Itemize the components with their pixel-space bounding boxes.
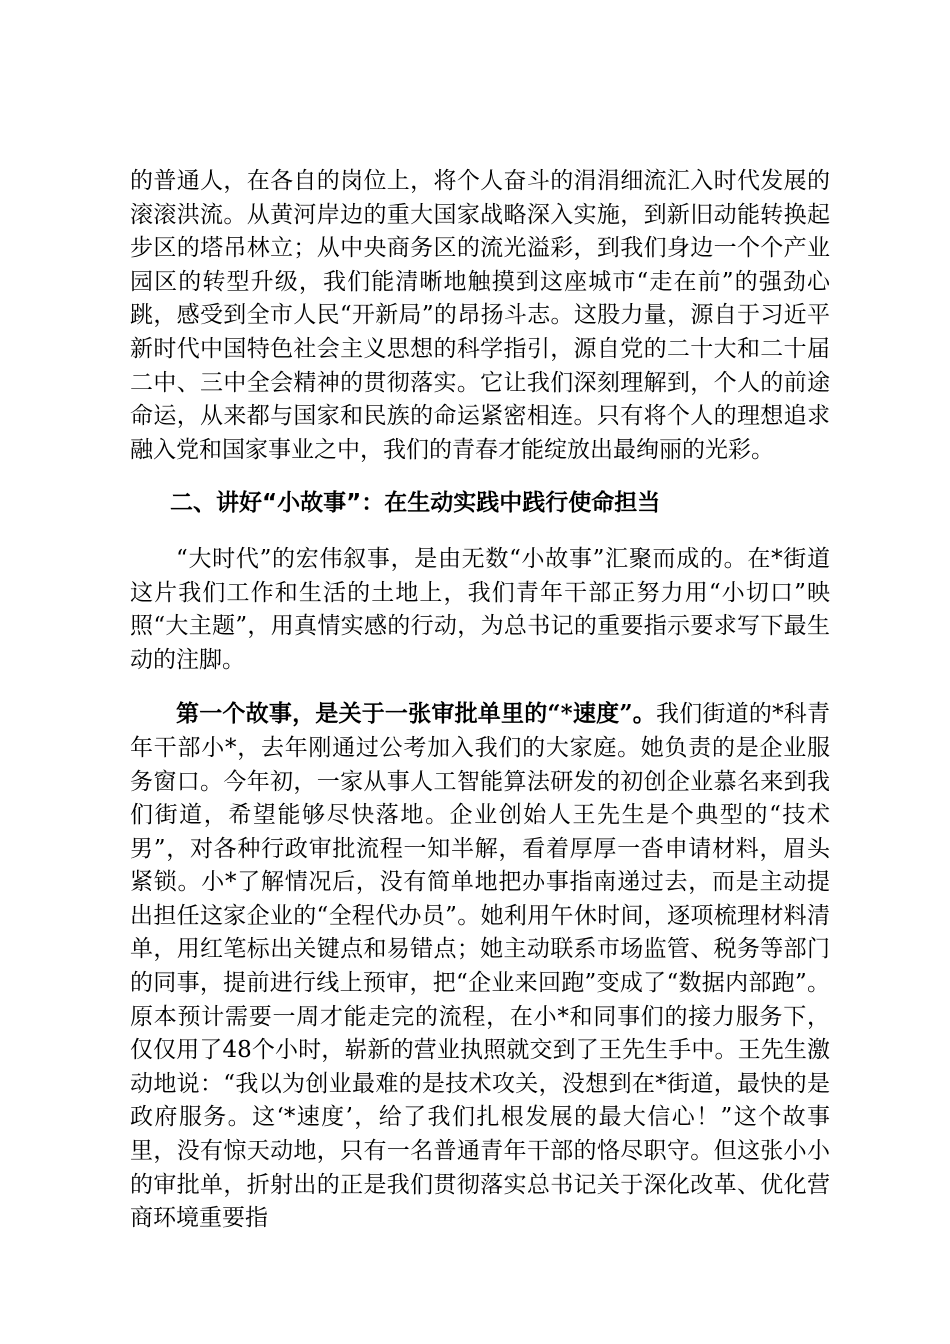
paragraph-continued: 的普通人，在各自的岗位上，将个人奋斗的涓涓细流汇入时代发展的滚滚洪流。从黄河岸边的重大国家战略深入实施，到新旧动能转换起步区的塔吊林立；从中央商务区的流光溢彩，到我们身边一个个产业园区的转型升级，我们能清晰地触摸到这座城市“走在前”的强劲心跳，感受到全市人民“开新局”的昂扬斗志。这股力量，源自于习近平新时代中国特色社会主义思想的科学指引，源自党的二十大和二十届二中、三中全会精神的贯彻落实。它让我们深刻理解到，个人的前途命运，从来都与国家和民族的命运紧密相连。只有将个人的理想追求融入党和国家事业之中，我们的青春才能绽放出最绚丽的光彩。 (130, 168, 830, 463)
section-heading: 二、讲好“小故事”：在生动实践中践行使命担当 (170, 490, 661, 517)
document-page (130, 165, 830, 1236)
story-one-lead: 第一个故事，是关于一张审批单里的“*速度”。 (176, 700, 656, 728)
paragraph-intro: “大时代”的宏伟叙事，是由无数“小故事”汇聚而成的。在*街道这片我们工作和生活的土地上，我们青年干部正努力用“小切口”映照“大主题”，用真情实感的行动，为总书记的重要指示要求写下最生动的注脚。 (130, 545, 830, 673)
paragraph-story-one (130, 697, 830, 1236)
story-one-body: 我们街道的*科青年干部小*，去年刚通过公考加入我们的大家庭。她负责的是企业服务窗口。今年初，一家从事人工智能算法研发的初创企业慕名来到我们街道，希望能够尽快落地。企业创始人王先生是个典型的“技术男”，对各种行政审批流程一知半解，看着厚厚一沓申请材料，眉头紧锁。小*了解情况后，没有简单地把办事指南递过去，而是主动提出担任这家企业的“全程代办员”。她利用午休时间，逐项梳理材料清单，用红笔标出关键点和易错点；她主动联系市场监管、税务等部门的同事，提前进行线上预审，把“企业来回跑”变成了“数据内部跑”。原本预计需要一周才能走完的流程，在小*和同事们的接力服务下，仅仅用了48个小时，崭新的营业执照就交到了王先生手中。王先生激动地说：“我以为创业最难的是技术攻关，没想到在*街道，最快的是政府服务。这‘*速度’，给了我们扎根发展的最大信心！”这个故事里，没有惊天动地，只有一名普通青年干部的恪尽职守。但这张小小的审批单，折射出的正是我们贯彻落实总书记关于深化改革、优化营商环境重要指 (130, 701, 831, 1232)
